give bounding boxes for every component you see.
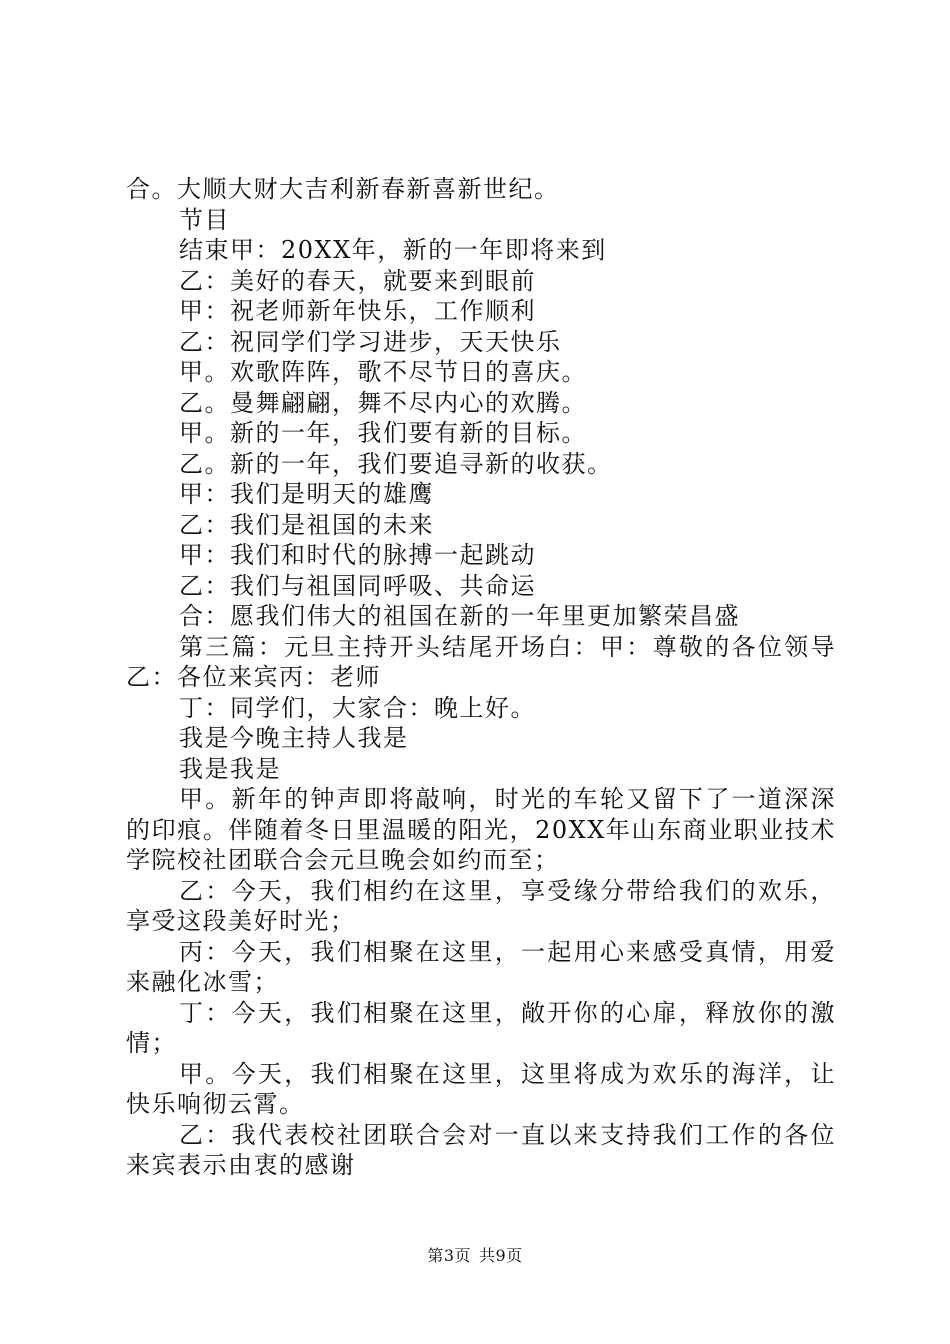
text-line: 甲。欢歌阵阵，歌不尽节日的喜庆。	[179, 358, 587, 386]
text-line: 甲：祝老师新年快乐，工作顺利	[179, 297, 536, 325]
paragraph: 乙：今天，我们相约在这里，享受缘分带给我们的欢乐，享受这段美好时光；	[126, 876, 836, 935]
paragraph: 我是我是	[179, 754, 281, 783]
text-line: 合：愿我们伟大的祖国在新的一年里更加繁荣昌盛	[179, 602, 740, 630]
text-line: 合。大顺大财大吉利新春新喜新世纪。	[126, 175, 560, 203]
text-line: 乙：美好的春天，就要来到眼前	[179, 266, 536, 295]
text-line: 乙：祝同学们学习进步，天天快乐	[179, 327, 562, 356]
paragraph: 甲。今天，我们相聚在这里，这里将成为欢乐的海洋，让快乐响彻云霄。	[126, 1059, 836, 1118]
paragraph: 丙：今天，我们相聚在这里，一起用心来感受真情，用爱来融化冰雪；	[126, 937, 836, 996]
document-body	[126, 174, 836, 1181]
page-number: 第3页	[427, 1246, 471, 1265]
text-line: 节目	[179, 205, 230, 234]
page-total: 共9页	[479, 1246, 523, 1265]
paragraph: 丁：今天，我们相聚在这里，敞开你的心扉，释放你的激情；	[126, 998, 836, 1057]
text-line: 乙：我们与祖国同呼吸、共命运	[179, 571, 536, 600]
text-line: 乙。曼舞翩翩，舞不尽内心的欢腾。	[179, 388, 587, 417]
text-line: 乙。新的一年，我们要追寻新的收获。	[179, 449, 613, 478]
paragraph: 我是今晚主持人我是	[179, 724, 409, 752]
paragraph: 第三篇：元旦主持开头结尾开场白：甲：尊敬的各位领导乙：各位来宾丙：老师	[126, 632, 836, 691]
text-line: 乙：我们是祖国的未来	[179, 510, 434, 539]
paragraph: 丁：同学们，大家合：晚上好。	[179, 693, 536, 722]
text-line: 甲：我们是明天的雄鹰	[179, 480, 434, 508]
text-line: 结束甲：20XX年，新的一年即将来到	[179, 236, 607, 264]
text-line: 甲。新的一年，我们要有新的目标。	[179, 419, 587, 447]
page-footer	[0, 1243, 950, 1266]
paragraph: 乙：我代表校社团联合会对一直以来支持我们工作的各位来宾表示由衷的感谢	[126, 1120, 836, 1179]
text-line: 甲：我们和时代的脉搏一起跳动	[179, 541, 536, 569]
paragraph: 甲。新年的钟声即将敲响，时光的车轮又留下了一道深深的印痕。伴随着冬日里温暖的阳光，20XX年山东商业职业技术学院校社团联合会元旦晚会如约而至；	[126, 785, 836, 874]
